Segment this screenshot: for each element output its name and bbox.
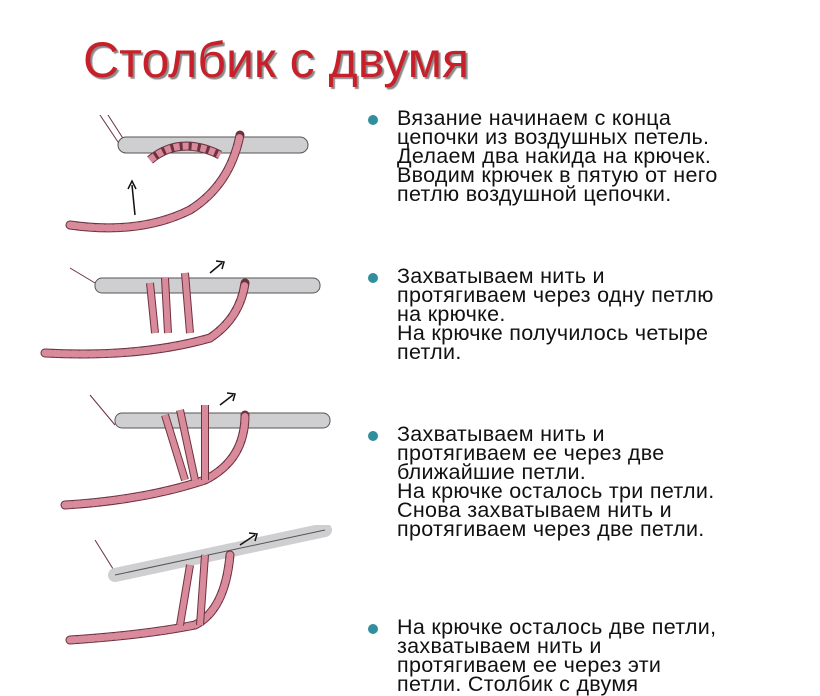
bullet-icon bbox=[368, 431, 378, 441]
step-2-illustration bbox=[40, 258, 350, 368]
step-line: цепочки из воздушных петель. bbox=[397, 125, 710, 149]
step-line: Вводим крючек в пятую от него bbox=[397, 163, 718, 187]
arrow-icon bbox=[220, 395, 233, 405]
step-line: протягиваем ее через две bbox=[397, 441, 665, 465]
step-line: протягиваем ее через эти bbox=[397, 653, 662, 677]
step-line: ближайшие петли. bbox=[397, 460, 587, 484]
crochet-hook bbox=[115, 413, 330, 428]
arrow-icon bbox=[210, 263, 222, 273]
step-line: петли. Столбик с двумя bbox=[397, 672, 639, 696]
crochet-hook bbox=[95, 278, 320, 293]
step-4-illustration bbox=[65, 525, 335, 655]
step-line: На крючке осталось три петли. bbox=[397, 479, 715, 503]
step-1-illustration bbox=[60, 115, 360, 255]
step-line: На крючке осталось две петли, bbox=[397, 615, 717, 639]
step-line: Захватываем нить и bbox=[397, 264, 605, 288]
step-line: захватываем нить и bbox=[397, 634, 602, 658]
step-line: протягиваем через две петли. bbox=[397, 517, 705, 541]
step-3-illustration bbox=[55, 385, 345, 515]
page-title: Столбик с двумя bbox=[83, 32, 470, 88]
step-line: на крючке. bbox=[397, 302, 506, 326]
bullet-icon bbox=[368, 115, 378, 125]
step-line: петлю воздушной цепочки. bbox=[397, 182, 672, 206]
step-line: протягиваем через одну петлю bbox=[397, 283, 714, 307]
step-line: петли. bbox=[397, 340, 462, 364]
step-line: Снова захватываем нить и bbox=[397, 498, 672, 522]
step-line: Делаем два накида на крючек. bbox=[397, 144, 712, 168]
arrow-icon bbox=[132, 185, 135, 215]
step-line: На крючке получилось четыре bbox=[397, 321, 709, 345]
bullet-icon bbox=[368, 624, 378, 634]
step-line: Захватываем нить и bbox=[397, 422, 605, 446]
step-line: Вязание начинаем с конца bbox=[397, 106, 672, 130]
bullet-icon bbox=[368, 273, 378, 283]
